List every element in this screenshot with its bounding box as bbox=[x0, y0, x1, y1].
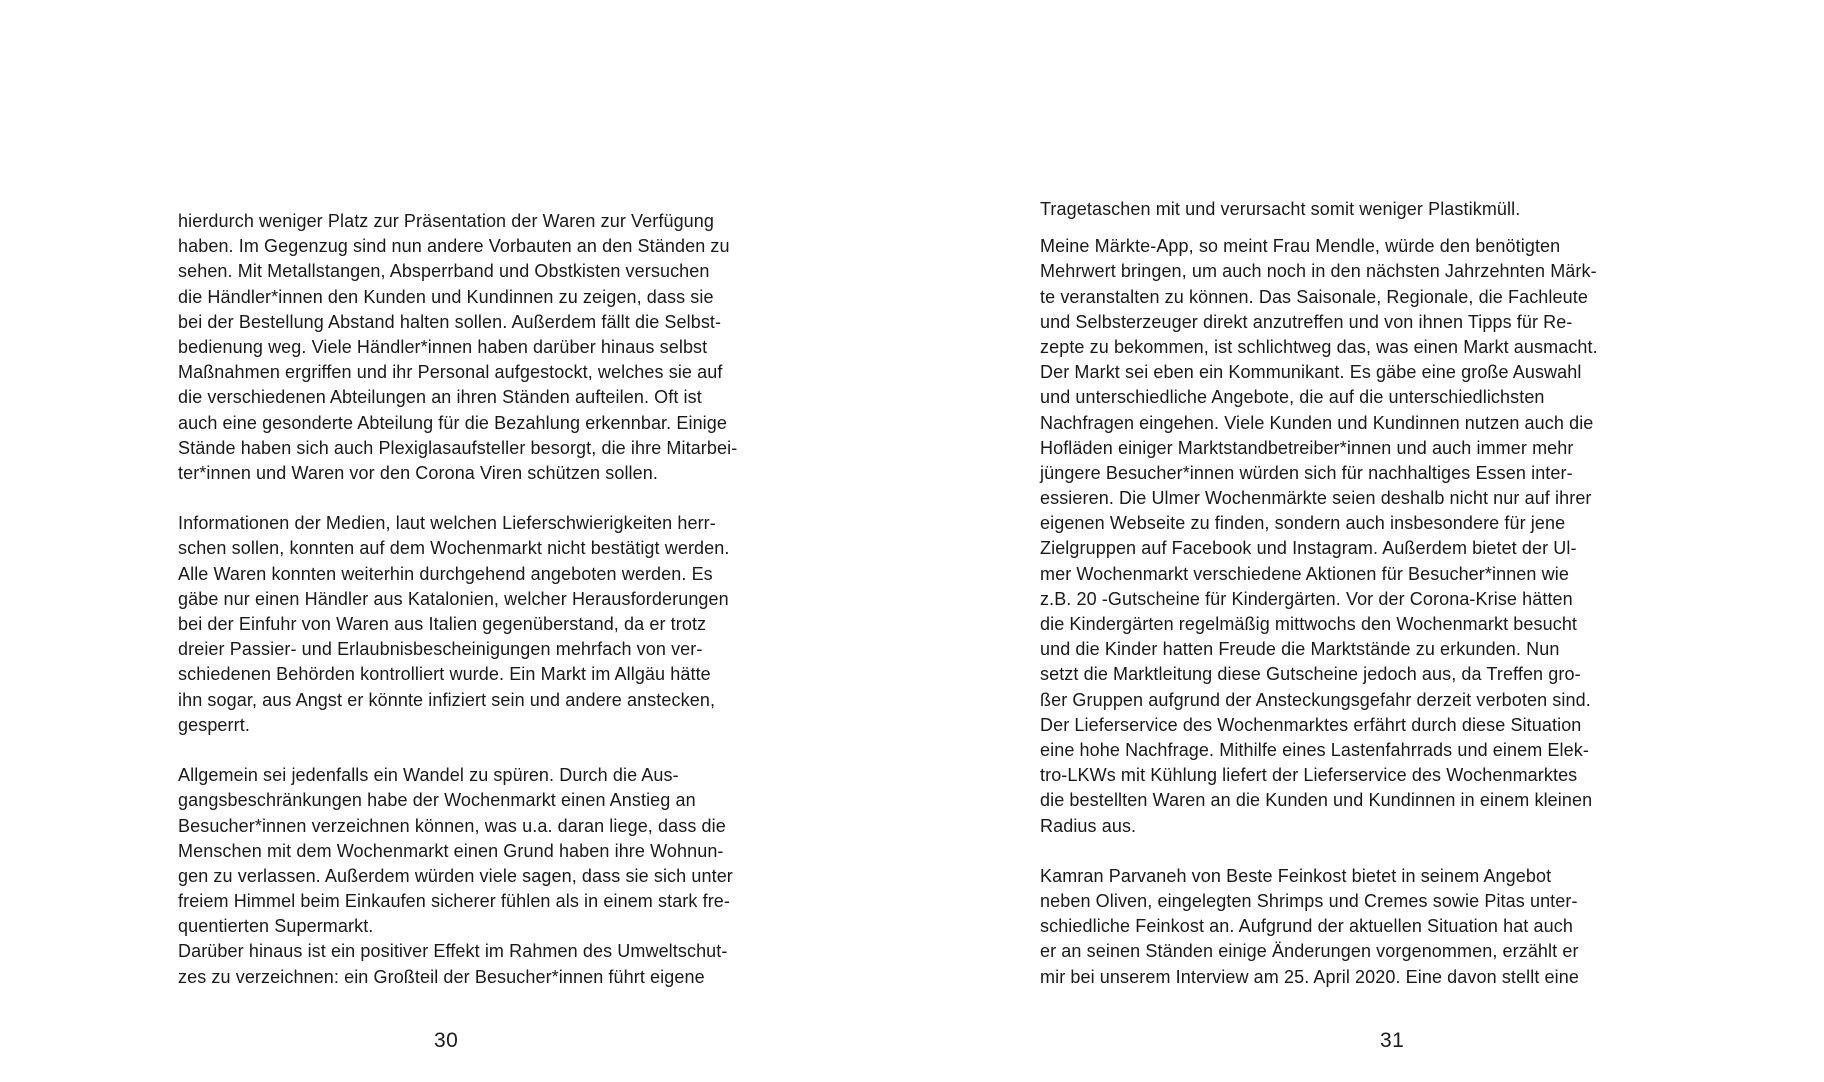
text-line: die verschiedenen Abteilungen an ihren Ständen aufteilen. Oft ist bbox=[178, 387, 702, 408]
text-line: Stände haben sich auch Plexiglasaufsteller besorgt, die ihre Mitarbei- bbox=[178, 437, 738, 458]
page-number-right: 31 bbox=[1380, 1029, 1405, 1052]
text-line: gangsbeschränkungen habe der Wochenmarkt einen Anstieg an bbox=[178, 790, 696, 811]
text-line: hierdurch weniger Platz zur Präsentation der Waren zur Verfügung bbox=[178, 211, 715, 231]
right-text-column bbox=[1040, 197, 1670, 990]
text-line: tro-LKWs mit Kühlung liefert der Lieferservice des Wochenmarktes bbox=[1040, 765, 1578, 786]
text-line: dreier Passier- und Erlaubnisbescheinigungen mehrfach von ver- bbox=[178, 639, 703, 660]
text-line: ßer Gruppen aufgrund der Ansteckungsgefahr derzeit verboten sind. bbox=[1040, 689, 1591, 710]
text-line: schiedliche Feinkost an. Aufgrund der aktuellen Situation hat auch bbox=[1040, 916, 1573, 937]
text-line: mir bei unserem Interview am 25. April 2020. Eine davon stellt eine bbox=[1040, 966, 1579, 987]
paragraph bbox=[1040, 234, 1670, 839]
text-line: essieren. Die Ulmer Wochenmärkte seien deshalb nicht nur auf ihrer bbox=[1040, 488, 1592, 509]
text-line: und unterschiedliche Angebote, die auf die unterschiedlichsten bbox=[1040, 387, 1545, 408]
text-line: sehen. Mit Metallstangen, Absperrband und Obstkisten versuchen bbox=[178, 261, 710, 282]
text-line: Besucher*innen verzeichnen können, was u.a. daran liege, dass die bbox=[178, 815, 726, 836]
text-line: neben Oliven, eingelegten Shrimps und Cremes sowie Pitas unter- bbox=[1040, 891, 1578, 912]
left-text-column bbox=[178, 209, 798, 990]
text-line: zepte zu bekommen, ist schlichtweg das, was einen Markt ausmacht. bbox=[1040, 336, 1598, 357]
right-page bbox=[912, 0, 1824, 1082]
text-line: Der Markt sei eben ein Kommunikant. Es gäbe eine große Auswahl bbox=[1040, 362, 1582, 383]
text-line: Meine Märkte-App, so meint Frau Mendle, würde den benötigten bbox=[1040, 236, 1561, 257]
text-line: Menschen mit dem Wochenmarkt einen Grund haben ihre Wohnun- bbox=[178, 840, 724, 861]
text-line: die Kindergärten regelmäßig mittwochs den Wochenmarkt besucht bbox=[1040, 614, 1578, 634]
text-line: gen zu verlassen. Außerdem würden viele sagen, dass sie sich unter bbox=[178, 865, 733, 886]
text-line: jüngere Besucher*innen würden sich für nachhaltiges Essen inter- bbox=[1040, 462, 1573, 483]
text-line: Nachfragen eingehen. Viele Kunden und Kundinnen nutzen auch die bbox=[1040, 412, 1594, 433]
text-line: auch eine gesonderte Abteilung für die Bezahlung erkennbar. Einige bbox=[178, 412, 727, 433]
text-line: ihn sogar, aus Angst er könnte infiziert sein und andere anstecken, bbox=[178, 689, 716, 710]
text-line: z.B. 20 -Gutscheine für Kindergärten. Vor der Corona-Krise hätten bbox=[1040, 588, 1573, 609]
paragraph bbox=[178, 763, 798, 990]
text-line: mer Wochenmarkt verschiedene Aktionen für Besucher*innen wie bbox=[1040, 563, 1569, 584]
text-line: quentierten Supermarkt. bbox=[178, 916, 374, 937]
text-line: Alle Waren konnten weiterhin durchgehend angeboten werden. Es bbox=[178, 563, 713, 584]
text-line: ter*innen und Waren vor den Corona Viren schützen sollen. bbox=[178, 462, 658, 483]
text-line: Zielgruppen auf Facebook und Instagram. Außerdem bietet der Ul- bbox=[1040, 538, 1577, 559]
text-line: schen sollen, konnten auf dem Wochenmarkt nicht bestätigt werden. bbox=[178, 538, 730, 559]
text-line: bei der Bestellung Abstand halten sollen. Außerdem fällt die Selbst- bbox=[178, 311, 722, 332]
text-line: die Händler*innen den Kunden und Kundinnen zu zeigen, dass sie bbox=[178, 286, 714, 307]
text-line: Tragetaschen mit und verursacht somit weniger Plastikmüll. bbox=[1040, 199, 1521, 219]
text-line: eigenen Webseite zu finden, sondern auch insbesondere für jene bbox=[1040, 513, 1566, 534]
paragraph-gap bbox=[178, 738, 798, 763]
text-line: Radius aus. bbox=[1040, 815, 1137, 836]
text-line: er an seinen Ständen einige Änderungen vorgenommen, erzählt er bbox=[1040, 941, 1579, 962]
paragraph bbox=[178, 209, 798, 486]
text-line: und die Kinder hatten Freude die Marktstände zu erkunden. Nun bbox=[1040, 639, 1560, 660]
text-line: zes zu verzeichnen: ein Großteil der Besucher*innen führt eigene bbox=[178, 966, 705, 987]
text-line: eine hohe Nachfrage. Mithilfe eines Lastenfahrrads und einem Elek- bbox=[1040, 739, 1589, 760]
paragraph-gap bbox=[178, 486, 798, 511]
text-line: gesperrt. bbox=[178, 714, 250, 735]
text-line: freiem Himmel beim Einkaufen sicherer fühlen als in einem stark fre- bbox=[178, 891, 731, 912]
text-line: schiedenen Behörden kontrolliert wurde. Ein Markt im Allgäu hätte bbox=[178, 664, 711, 685]
text-line: Der Lieferservice des Wochenmarktes erfährt durch diese Situation bbox=[1040, 714, 1582, 735]
text-line: gäbe nur einen Händler aus Katalonien, welcher Herausforderungen bbox=[178, 588, 729, 609]
text-line: Mehrwert bringen, um auch noch in den nächsten Jahrzehnten Märk- bbox=[1040, 261, 1597, 282]
paragraph bbox=[1040, 197, 1670, 222]
paragraph bbox=[1040, 864, 1670, 990]
text-line: die bestellten Waren an die Kunden und Kundinnen in einem kleinen bbox=[1040, 790, 1593, 811]
text-line: Hofläden einiger Marktstandbetreiber*innen und auch immer mehr bbox=[1040, 437, 1574, 458]
text-line: Allgemein sei jedenfalls ein Wandel zu spüren. Durch die Aus- bbox=[178, 765, 679, 786]
paragraph bbox=[178, 511, 798, 738]
text-line: bedienung weg. Viele Händler*innen haben darüber hinaus selbst bbox=[178, 336, 708, 357]
page-number-left: 30 bbox=[434, 1029, 459, 1052]
text-line: haben. Im Gegenzug sind nun andere Vorbauten an den Ständen zu bbox=[178, 236, 730, 257]
text-line: setzt die Marktleitung diese Gutscheine jedoch aus, da Treffen gro- bbox=[1040, 664, 1581, 685]
text-line: und Selbsterzeuger direkt anzutreffen und von ihnen Tipps für Re- bbox=[1040, 311, 1573, 332]
text-line: bei der Einfuhr von Waren aus Italien gegenüberstand, da er trotz bbox=[178, 614, 707, 634]
text-line: Kamran Parvaneh von Beste Feinkost bietet in seinem Angebot bbox=[1040, 865, 1552, 886]
text-line: Maßnahmen ergriffen und ihr Personal aufgestockt, welches sie auf bbox=[178, 362, 723, 383]
text-line: te veranstalten zu können. Das Saisonale, Regionale, die Fachleute bbox=[1040, 286, 1588, 307]
text-line: Darüber hinaus ist ein positiver Effekt im Rahmen des Umweltschut- bbox=[178, 941, 728, 962]
paragraph-gap bbox=[1040, 222, 1670, 234]
text-line: Informationen der Medien, laut welchen Lieferschwierigkeiten herr- bbox=[178, 513, 716, 534]
paragraph-gap bbox=[1040, 839, 1670, 864]
